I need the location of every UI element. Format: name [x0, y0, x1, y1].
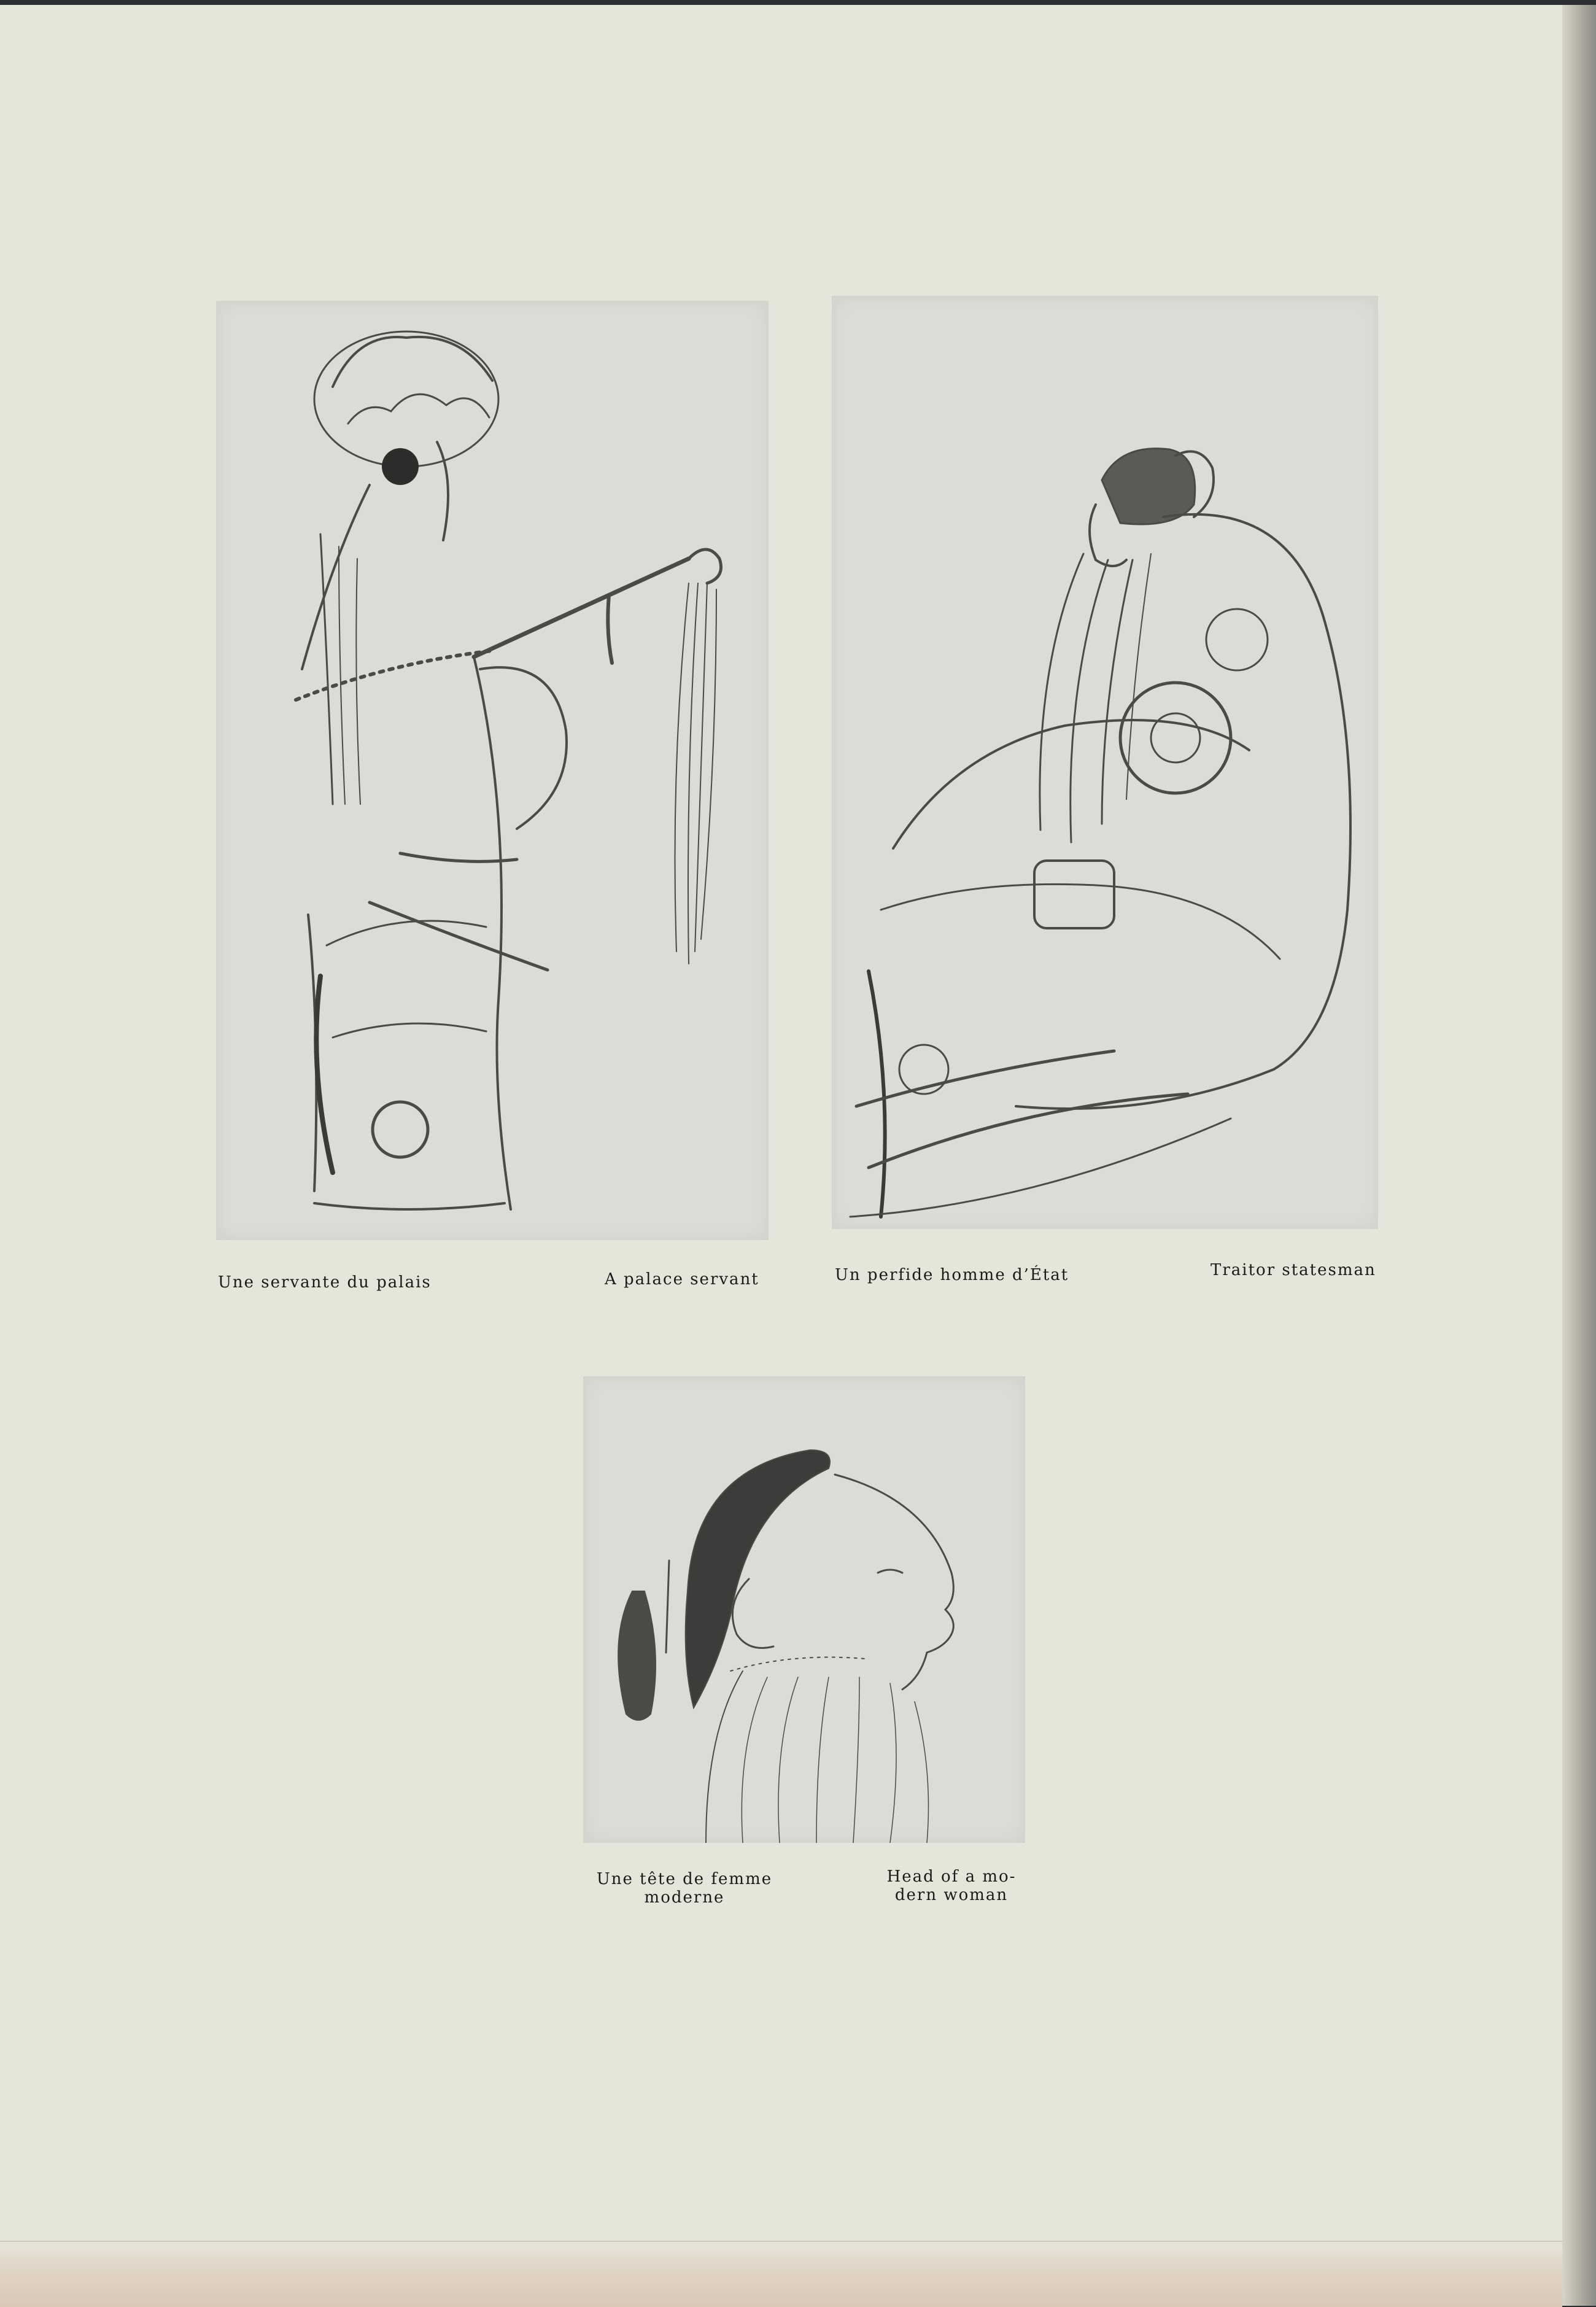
caption-en-modern-woman-line-1: Head of a mo-: [886, 1867, 1017, 1886]
plate-modern-woman: [583, 1376, 1025, 1843]
caption-en-palace-servant: A palace servant: [605, 1270, 759, 1289]
caption-fr-modern-woman-line-1: Une tête de femme: [596, 1870, 773, 1888]
book-edge-right: [1562, 5, 1596, 2306]
plate-traitor-statesman: [832, 296, 1378, 1229]
page-bottom-edge: [0, 2241, 1562, 2307]
traitor-statesman-sketch-icon: [832, 296, 1378, 1229]
caption-en-modern-woman: [872, 1868, 1031, 1905]
caption-fr-modern-woman: [583, 1871, 786, 1907]
caption-fr-palace-servant: Une servante du palais: [218, 1273, 432, 1292]
modern-woman-sketch-icon: [583, 1376, 1025, 1843]
caption-en-traitor-statesman: Traitor statesman: [1211, 1261, 1376, 1279]
caption-en-modern-woman-line-2: dern woman: [894, 1885, 1009, 1904]
plate-palace-servant: [216, 301, 769, 1240]
palace-servant-sketch-icon: [216, 301, 769, 1240]
caption-fr-traitor-statesman: Un perfide homme d’État: [835, 1266, 1069, 1284]
caption-fr-modern-woman-line-2: moderne: [644, 1888, 725, 1907]
